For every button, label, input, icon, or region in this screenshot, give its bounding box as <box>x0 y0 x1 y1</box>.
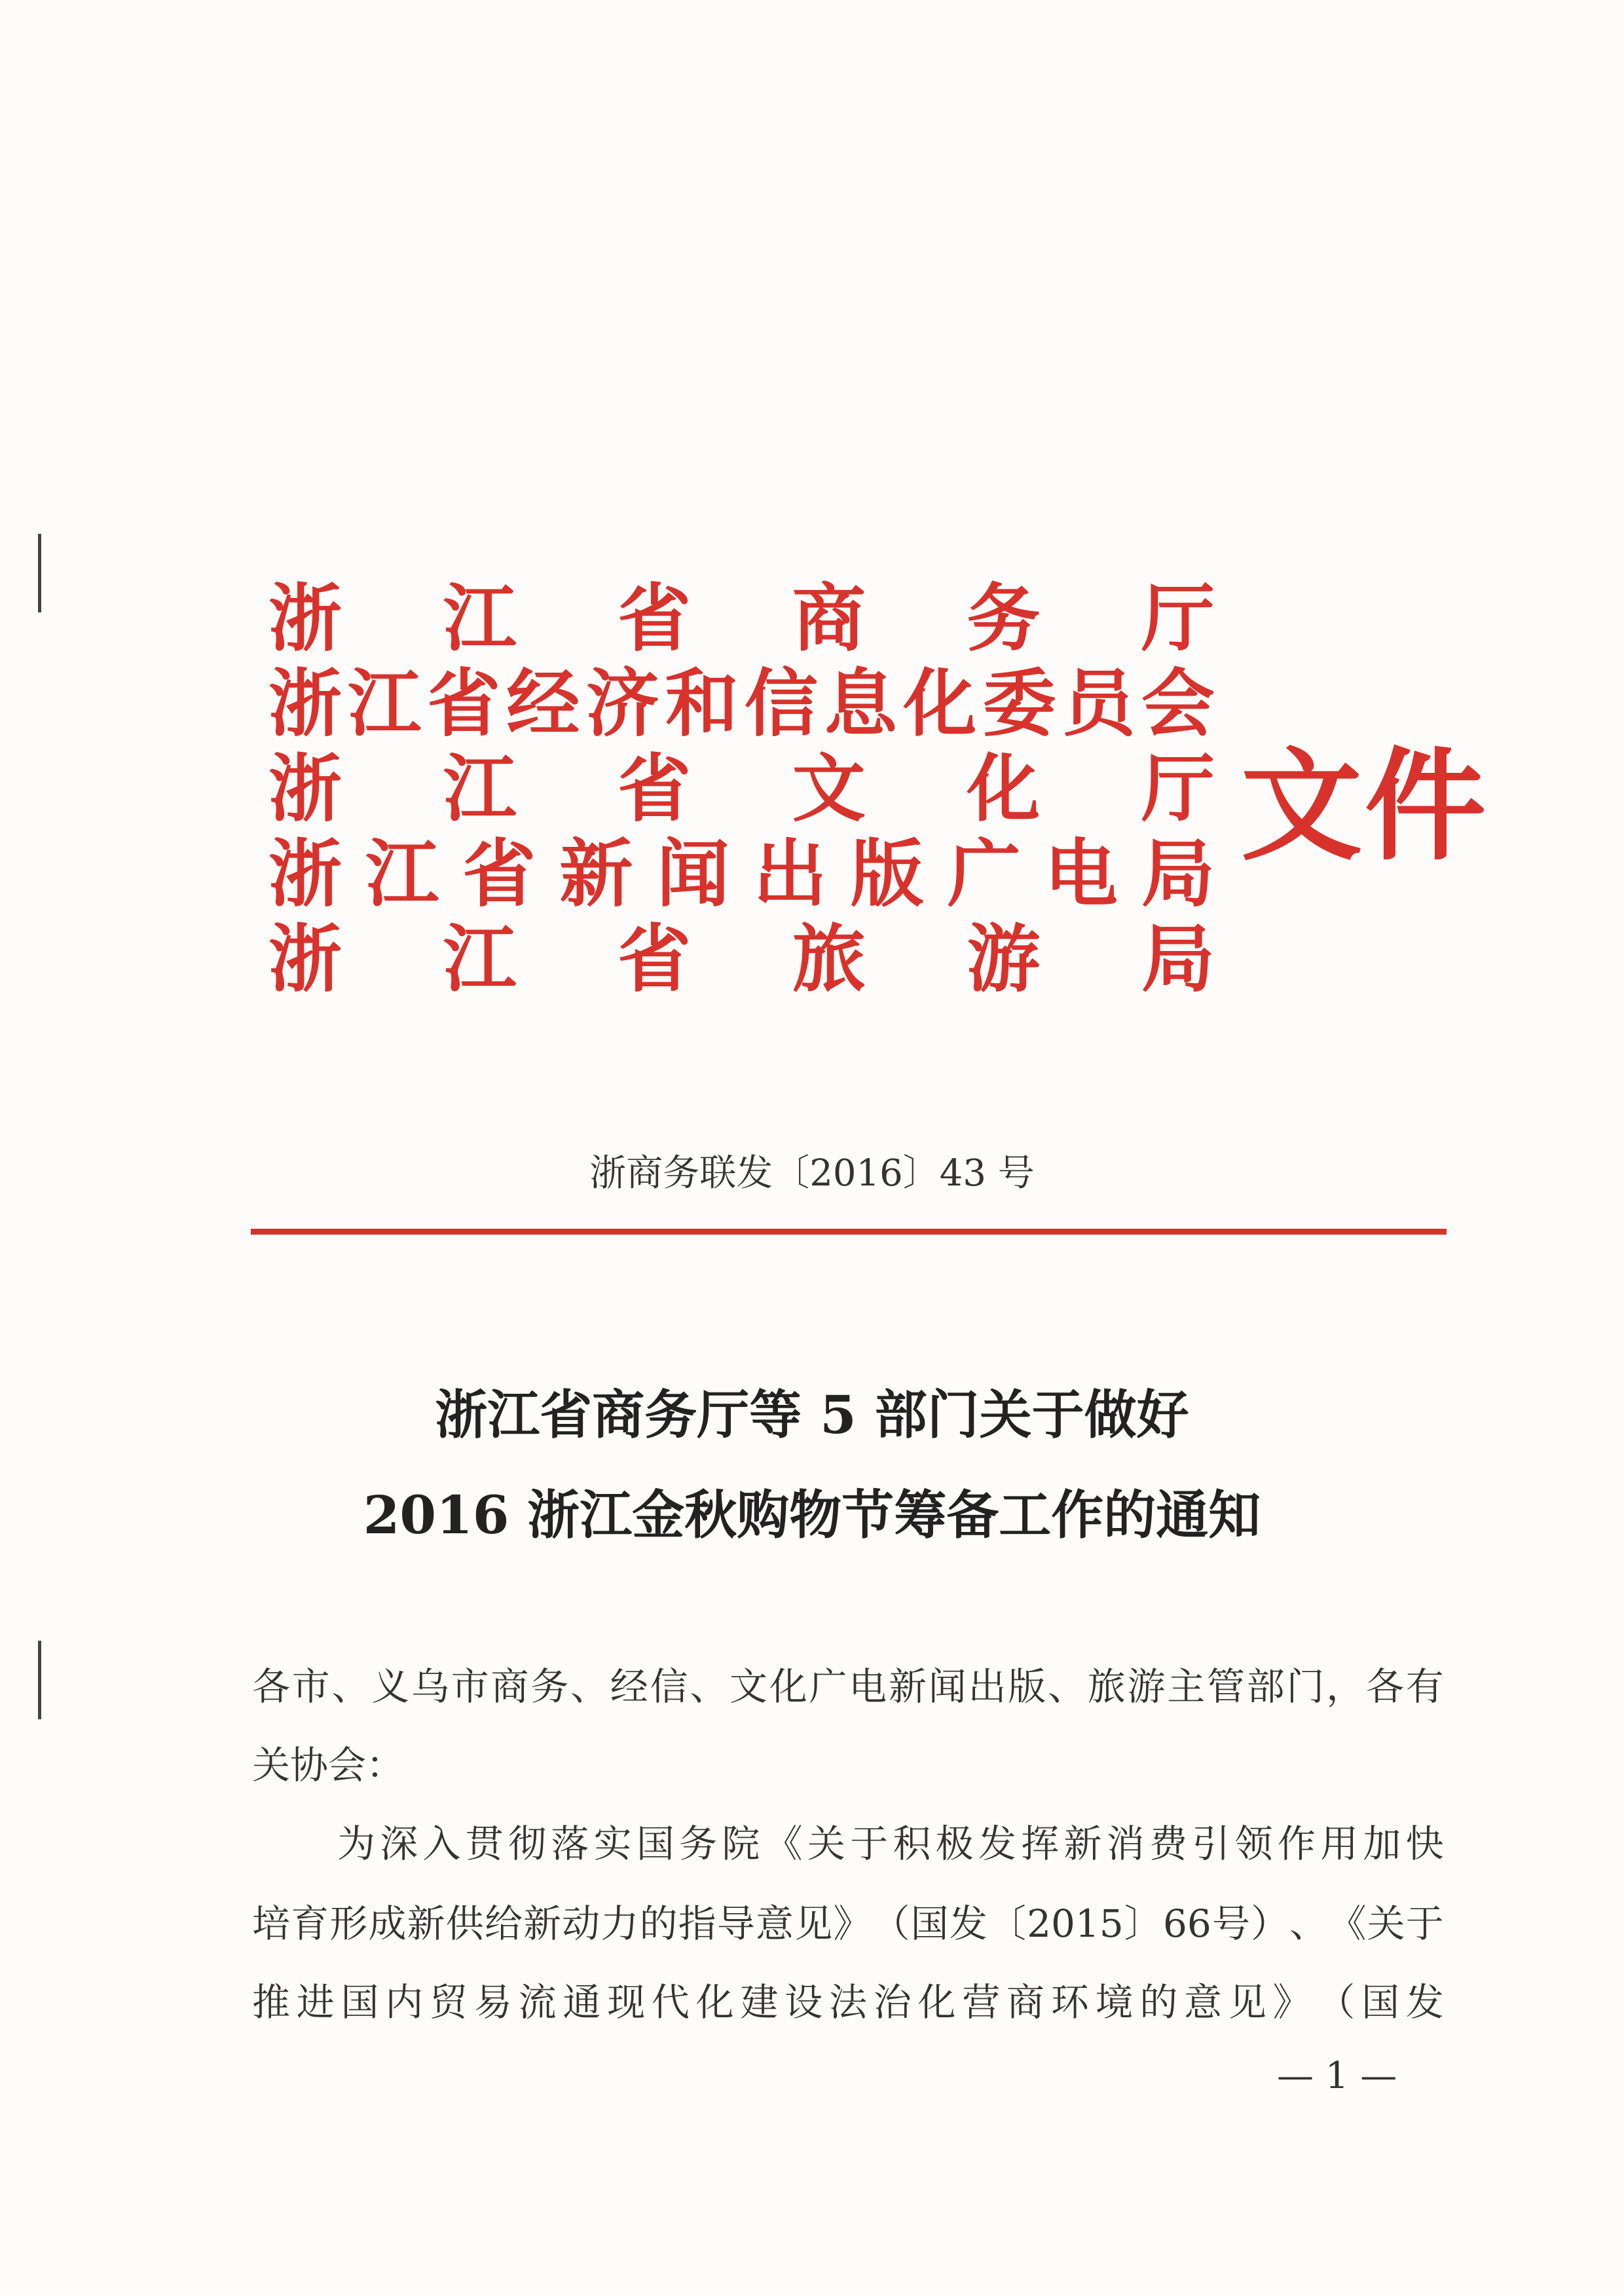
body-char: 务 <box>679 1821 718 1866</box>
body-char: 管 <box>1207 1664 1246 1709</box>
body-char: 2015 <box>1027 1901 1124 1946</box>
addressee-line-2: 关协会： <box>252 1743 405 1787</box>
body-char: 内 <box>385 1980 424 2024</box>
body-char: 领 <box>1234 1821 1273 1866</box>
issuer-char: 和 <box>665 661 739 747</box>
body-char: 设 <box>784 1980 823 2024</box>
body-char: 乌 <box>411 1664 450 1709</box>
body-char: 信 <box>650 1664 688 1709</box>
issuer-char: 化 <box>967 746 1041 832</box>
issuer-char: 济 <box>585 661 659 747</box>
document-number: 浙商务联发〔2016〕43 号 <box>589 1152 1035 1195</box>
body-char: 建 <box>740 1980 779 2024</box>
issuer-char: 局 <box>1141 831 1215 917</box>
body-char: （ <box>1317 1980 1356 2024</box>
body-char: 见 <box>794 1901 833 1946</box>
body-char: 门 <box>1286 1664 1325 1709</box>
issuer-row <box>268 917 1215 1002</box>
body-char: 贸 <box>430 1980 468 2024</box>
body-char: 化 <box>695 1980 734 2024</box>
body-char: 〕 <box>1124 1901 1162 1946</box>
binding-mark-bottom <box>38 1641 41 1719</box>
body-char: 新 <box>1063 1821 1102 1866</box>
body-char: 境 <box>1095 1980 1134 2024</box>
document-title-line-1: 浙江省商务厅等 5 部门关于做好 <box>435 1384 1189 1446</box>
body-char: 极 <box>935 1821 974 1866</box>
body-char: 代 <box>651 1980 690 2024</box>
issuer-char: 省 <box>618 576 692 662</box>
body-char: 出 <box>968 1664 1006 1709</box>
body-char: 化 <box>769 1664 807 1709</box>
body-char: 给 <box>484 1901 523 1946</box>
body-char: 入 <box>422 1821 461 1866</box>
body-char: 深 <box>380 1821 418 1866</box>
body-char: 化 <box>917 1980 956 2024</box>
issuer-char: 浙 <box>268 661 342 747</box>
body-char: 于 <box>1405 1901 1444 1946</box>
document-title-line-2: 2016 浙江金秋购物节筹备工作的通知 <box>363 1484 1261 1546</box>
body-char: 为 <box>337 1821 376 1866</box>
body-char: 新 <box>889 1664 927 1709</box>
issuer-char: 厅 <box>1141 746 1215 832</box>
body-char: 旅 <box>1087 1664 1126 1709</box>
body-char: 治 <box>873 1980 912 2024</box>
body-char: 新 <box>523 1901 562 1946</box>
body-char: （ <box>872 1901 910 1946</box>
body-char: 育 <box>291 1901 329 1946</box>
issuer-char: 会 <box>1141 661 1215 747</box>
body-char: 《 <box>1328 1901 1367 1946</box>
body-char: 于 <box>850 1821 889 1866</box>
issuer-char: 江 <box>365 831 439 917</box>
body-char: 、 <box>1289 1901 1328 1946</box>
body-char: ， <box>1326 1664 1365 1709</box>
body-char: 市 <box>451 1664 489 1709</box>
body-char: ） <box>1251 1901 1289 1946</box>
paragraph-1-line-2 <box>252 1897 1444 1950</box>
body-char: 流 <box>518 1980 557 2024</box>
body-char: 进 <box>296 1980 335 2024</box>
body-char: 实 <box>593 1821 632 1866</box>
issuer-char: 出 <box>753 831 827 917</box>
body-char: 主 <box>1167 1664 1206 1709</box>
body-char: 商 <box>490 1664 529 1709</box>
body-char: 落 <box>551 1821 589 1866</box>
body-char: 意 <box>1184 1980 1223 2024</box>
body-char: 引 <box>1192 1821 1230 1866</box>
body-char: 电 <box>849 1664 887 1709</box>
body-char: 》 <box>833 1901 872 1946</box>
body-char: 版 <box>1008 1664 1046 1709</box>
issuer-char: 旅 <box>792 916 866 1002</box>
paragraph-1-line-1 <box>337 1818 1444 1870</box>
body-char: 形 <box>329 1901 368 1946</box>
body-char: 商 <box>1006 1980 1045 2024</box>
issuer-char: 化 <box>903 661 977 747</box>
issuer-char: 厅 <box>1141 576 1215 662</box>
body-char: 国 <box>910 1901 949 1946</box>
issuer-char: 电 <box>1044 831 1118 917</box>
issuer-char: 江 <box>443 746 517 832</box>
body-char: 游 <box>1127 1664 1166 1709</box>
issuer-char: 浙 <box>268 831 342 917</box>
body-char: 彻 <box>508 1821 547 1866</box>
page-number: — 1 — <box>1277 2055 1397 2097</box>
body-char: 》 <box>1272 1980 1311 2024</box>
body-char: 易 <box>473 1980 512 2024</box>
issuer-char: 浙 <box>268 916 342 1002</box>
body-char: 新 <box>407 1901 445 1946</box>
body-char: 快 <box>1405 1821 1444 1866</box>
body-char: 发 <box>1405 1980 1444 2024</box>
issuer-char: 省 <box>618 746 692 832</box>
body-char: 现 <box>607 1980 646 2024</box>
issuer-char: 省 <box>427 661 501 747</box>
body-char: 指 <box>678 1901 716 1946</box>
issuer-char: 局 <box>1141 916 1215 1002</box>
body-char: 导 <box>716 1901 755 1946</box>
body-char: 关 <box>1367 1901 1405 1946</box>
body-char: 文 <box>729 1664 768 1709</box>
body-char: 用 <box>1320 1821 1359 1866</box>
binding-mark-top <box>38 534 41 612</box>
issuer-char: 省 <box>462 831 536 917</box>
body-char: 号 <box>1211 1901 1250 1946</box>
body-char: 环 <box>1050 1980 1089 2024</box>
issuer-char: 息 <box>824 661 898 747</box>
body-char: 〔 <box>987 1901 1026 1946</box>
body-char: 、 <box>570 1664 609 1709</box>
body-char: 国 <box>341 1980 379 2024</box>
body-char: 消 <box>1106 1821 1145 1866</box>
body-char: 国 <box>1361 1980 1400 2024</box>
body-char: 意 <box>756 1901 794 1946</box>
issuer-char: 信 <box>745 661 819 747</box>
paragraph-1-line-3 <box>252 1976 1444 2028</box>
body-char: 贯 <box>465 1821 504 1866</box>
body-char: 国 <box>636 1821 674 1866</box>
body-char: 院 <box>722 1821 760 1866</box>
body-char: 挥 <box>1021 1821 1060 1866</box>
issuer-char: 新 <box>559 831 633 917</box>
body-char: 成 <box>368 1901 407 1946</box>
body-char: 《 <box>764 1821 803 1866</box>
red-divider-rule <box>251 1229 1447 1235</box>
issuer-row <box>268 662 1215 747</box>
body-char: 广 <box>809 1664 847 1709</box>
body-char: 务 <box>530 1664 569 1709</box>
body-char: 经 <box>610 1664 648 1709</box>
body-char: 通 <box>563 1980 601 2024</box>
body-char: 发 <box>949 1901 987 1946</box>
issuer-char: 员 <box>1061 661 1135 747</box>
body-char: 作 <box>1277 1821 1316 1866</box>
body-char: 的 <box>1139 1980 1178 2024</box>
body-char: 营 <box>962 1980 1001 2024</box>
issuer-char: 江 <box>348 661 422 747</box>
body-char: 有 <box>1405 1664 1444 1709</box>
body-char: 关 <box>807 1821 845 1866</box>
body-char: 、 <box>331 1664 370 1709</box>
body-char: 供 <box>445 1901 484 1946</box>
issuer-row <box>268 832 1215 917</box>
addressee-line-1 <box>252 1660 1444 1713</box>
body-char: 各 <box>1366 1664 1405 1709</box>
body-char: 推 <box>252 1980 291 2024</box>
body-char: 积 <box>893 1821 931 1866</box>
body-char: 市 <box>291 1664 330 1709</box>
body-char: 的 <box>639 1901 678 1946</box>
body-char: 义 <box>371 1664 410 1709</box>
issuer-char: 浙 <box>268 746 342 832</box>
issuer-char: 广 <box>947 831 1021 917</box>
issuer-char: 浙 <box>268 576 342 662</box>
issuer-char: 江 <box>443 916 517 1002</box>
file-word: 文件 <box>1241 734 1488 877</box>
body-char: 见 <box>1228 1980 1266 2024</box>
body-char: 培 <box>252 1901 291 1946</box>
body-char: 部 <box>1246 1664 1285 1709</box>
issuer-char: 经 <box>506 661 580 747</box>
body-char: 、 <box>1048 1664 1086 1709</box>
issuer-row <box>268 576 1215 662</box>
issuer-block <box>268 576 1215 1002</box>
issuer-char: 省 <box>618 916 692 1002</box>
body-char: 发 <box>978 1821 1016 1866</box>
body-char: 费 <box>1149 1821 1188 1866</box>
issuer-char: 闻 <box>656 831 730 917</box>
issuer-char: 务 <box>967 576 1041 662</box>
issuer-char: 商 <box>792 576 866 662</box>
body-char: 闻 <box>928 1664 967 1709</box>
issuer-char: 委 <box>982 661 1056 747</box>
issuer-char: 文 <box>792 746 866 832</box>
body-char: 法 <box>828 1980 867 2024</box>
issuer-row <box>268 747 1215 832</box>
issuer-char: 游 <box>967 916 1041 1002</box>
body-char: 各 <box>252 1664 291 1709</box>
issuer-char: 江 <box>443 576 517 662</box>
body-char: 、 <box>690 1664 728 1709</box>
body-char: 加 <box>1363 1821 1401 1866</box>
issuer-char: 版 <box>850 831 924 917</box>
body-char: 力 <box>600 1901 639 1946</box>
body-char: 66 <box>1163 1901 1211 1946</box>
body-char: 动 <box>562 1901 600 1946</box>
